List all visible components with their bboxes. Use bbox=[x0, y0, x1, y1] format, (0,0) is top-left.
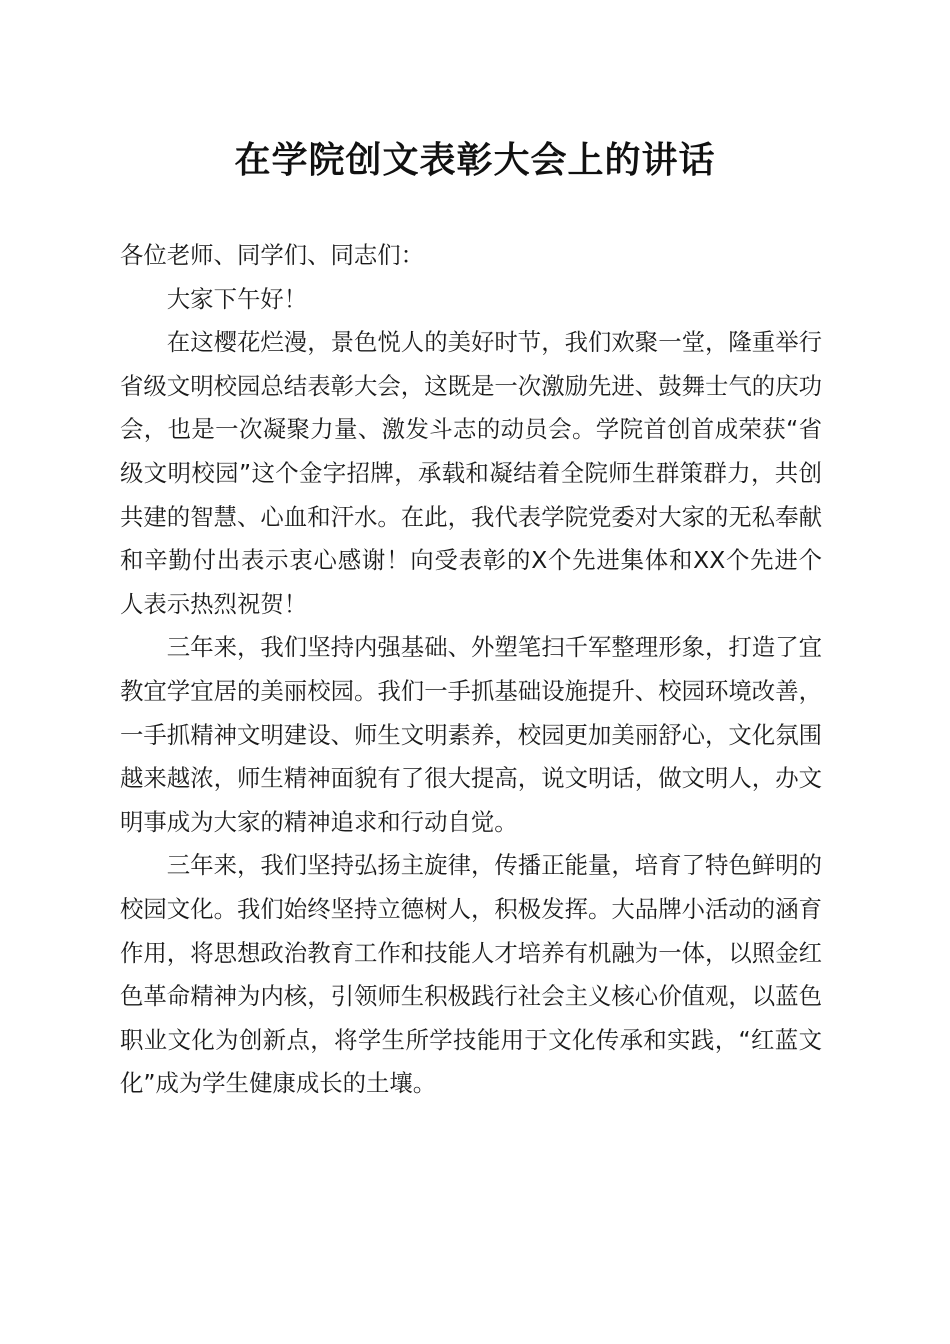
document-title: 在学院创文表彰大会上的讲话 bbox=[234, 139, 716, 181]
paragraph-intro: 在这樱花烂漫，景色悦人的美好时节，我们欢聚一堂，隆重举行省级文明校园总结表彰大会，这既是一次激励先进、鼓舞士气的庆功会，也是一次凝聚力量、激发斗志的动员会。学院首创首成荣获“省级文明校园”这个金字招牌，承载和凝结着全院师生群策群力，共创共建的智慧、心血和汗水。在此，我代表学院党委对大家的无私奉献和辛勤付出表示衷心感谢！向受表彰的X个先进集体和XX个先进个人表示热烈祝贺！ bbox=[120, 328, 822, 618]
paragraph-greeting: 大家下午好！ bbox=[166, 284, 308, 313]
paragraph-campus-culture: 三年来，我们坚持弘扬主旋律，传播正能量，培育了特色鲜明的校园文化。我们始终坚持立德树人，积极发挥。大品牌小活动的涵育作用，将思想政治教育工作和技能人才培养有机融为一体，以照金红色革命精神为内核，引领师生积极践行社会主义核心价值观，以蓝色职业文化为创新点，将学生所学技能用于文化传承和实践，“红蓝文化”成为学生健康成长的土壤。 bbox=[120, 851, 822, 1098]
paragraph-campus-environment: 三年来，我们坚持内强基础、外塑笔扫千军整理形象，打造了宜教宜学宜居的美丽校园。我们一手抓基础设施提升、校园环境改善，一手抓精神文明建设、师生文明素养，校园更加美丽舒心，文化氛围越来越浓，师生精神面貌有了很大提高，说文明话，做文明人，办文明事成为大家的精神追求和行动自觉。 bbox=[120, 633, 822, 836]
document-body bbox=[120, 234, 822, 1106]
salutation: 各位老师、同学们、同志们： bbox=[120, 241, 425, 269]
